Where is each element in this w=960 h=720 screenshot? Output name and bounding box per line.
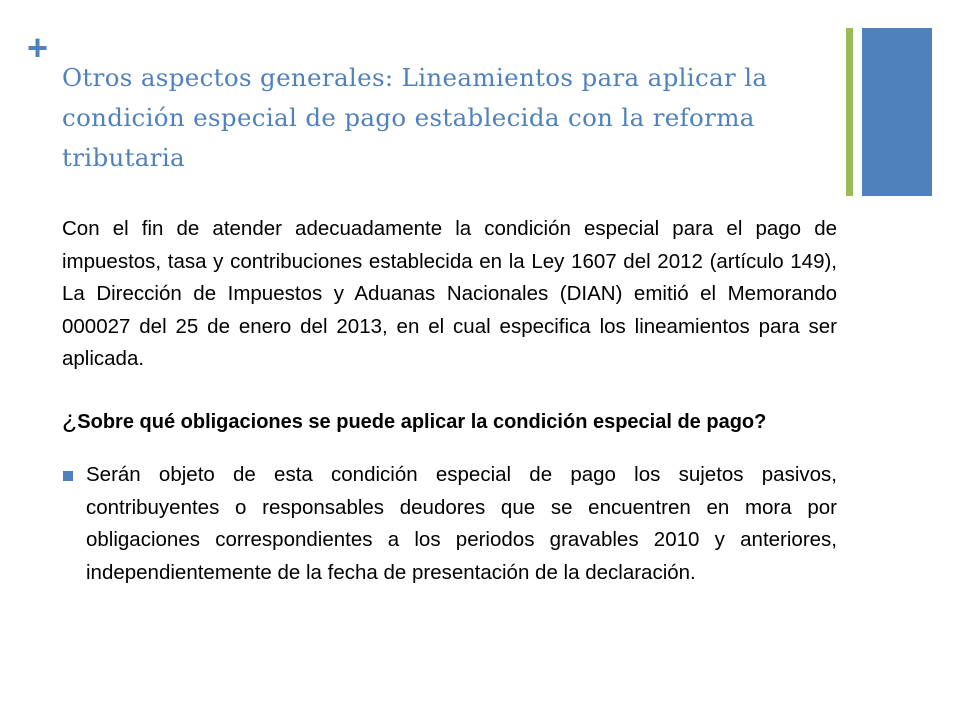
green-accent-bar [846, 28, 853, 196]
intro-paragraph: Con el fin de atender adecuadamente la condición especial para el pago de impuestos, tasa y contribuciones establecida en la Ley 1607 del 2012 (artículo 149), La Dirección de Impuestos y Aduanas Nacionales (DIAN) emitió el Memorando 000027 del 25 de enero del 2013, en el cual especifica los lineamientos para ser aplicada. [62, 217, 837, 370]
question-heading [62, 405, 852, 437]
square-bullet-icon [63, 471, 73, 481]
slide-title: Otros aspectos generales: Lineamientos para aplicar la condición especial de pago establecida con la reforma tributaria [62, 63, 768, 172]
bullet-list [62, 459, 837, 589]
blue-accent-bar [862, 28, 932, 196]
list-item [62, 459, 837, 589]
question-text: Sobre qué obligaciones se puede aplicar la condición especial de pago? [77, 411, 767, 433]
bullet-text: Serán objeto de esta condición especial de pago los sujetos pasivos, contribuyentes o responsables deudores que se encuentren en mora por obligaciones correspondientes a los periodos gravables 2010 y anteriores, independientemente de la fecha de presentación de la declaración. [86, 463, 837, 584]
question-opening-mark: ¿ [62, 406, 78, 434]
plus-icon: + [27, 27, 49, 68]
